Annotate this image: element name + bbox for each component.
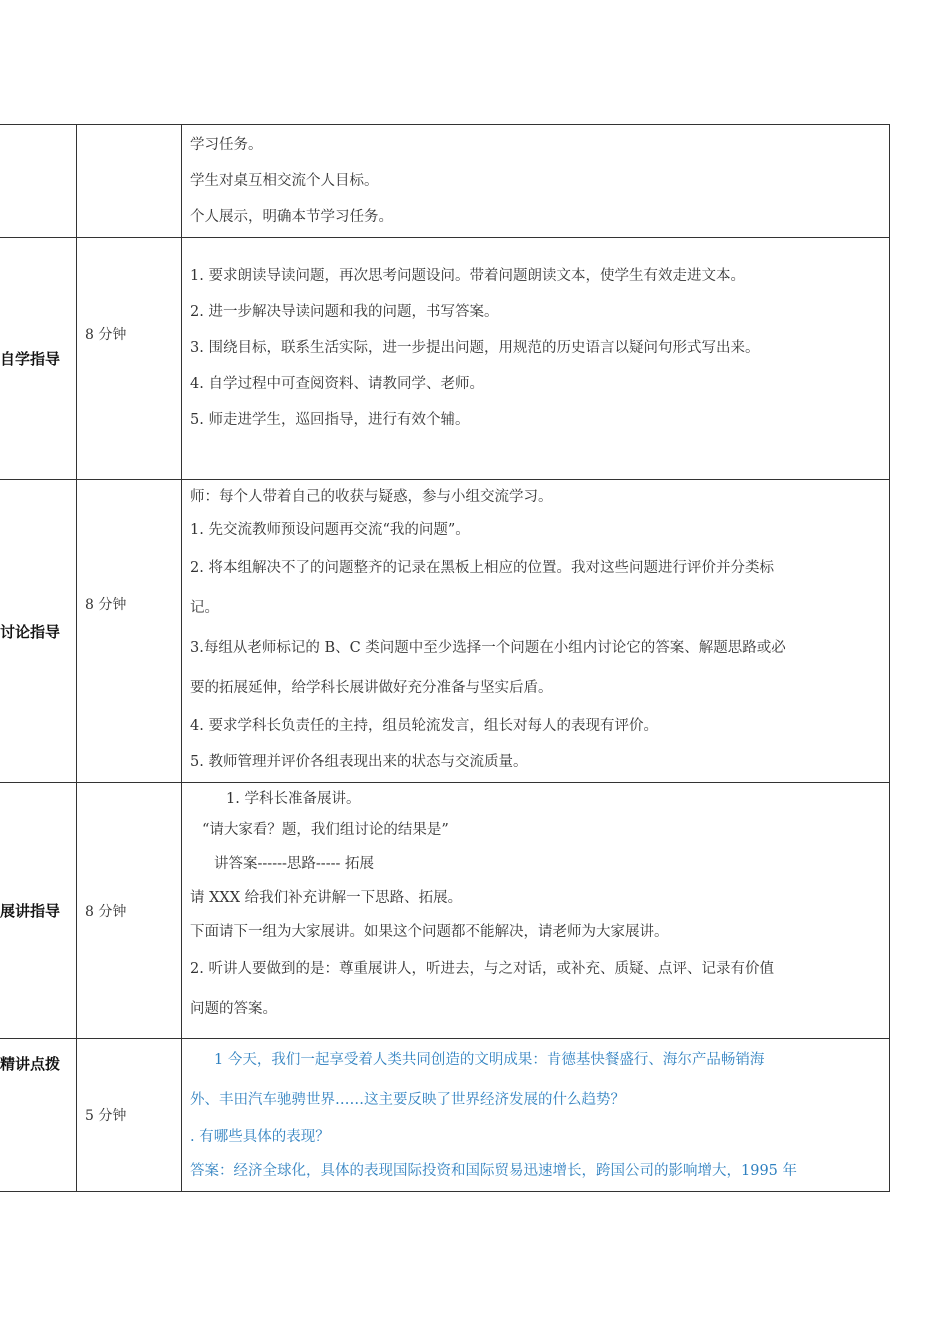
content-line: 1 今天，我们一起享受着人类共同创造的文明成果：肯德基快餐盛行、海尔产品畅销海 bbox=[214, 1052, 765, 1068]
time-cell bbox=[77, 125, 182, 238]
content-line: 5. 师走进学生，巡回指导，进行有效个辅。 bbox=[190, 412, 470, 428]
content-line: 学习任务。 bbox=[190, 137, 263, 153]
content-line: 外、丰田汽车驰骋世界……这主要反映了世界经济发展的什么趋势？ bbox=[190, 1092, 625, 1108]
table-row bbox=[0, 783, 890, 1039]
stage-cell bbox=[0, 125, 77, 238]
stage-cell: 展讲指导 bbox=[0, 783, 77, 1039]
time-cell: 8 分钟 bbox=[77, 238, 182, 480]
content-line: 3. 围绕目标，联系生活实际，进一步提出问题，用规范的历史语言以疑问句形式写出来。 bbox=[190, 340, 760, 356]
content-line: 1. 先交流教师预设问题再交流“我的问题”。 bbox=[190, 522, 470, 538]
content-line: 师：每个人带着自己的收获与疑惑，参与小组交流学习。 bbox=[190, 489, 553, 505]
content-line: 讲答案------思路----- 拓展 bbox=[214, 856, 375, 872]
content-line: 个人展示，明确本节学习任务。 bbox=[190, 209, 393, 225]
time-cell: 5 分钟 bbox=[77, 1039, 182, 1192]
lesson-plan-table bbox=[0, 124, 890, 1192]
content-line: 记。 bbox=[190, 600, 219, 616]
time-cell: 8 分钟 bbox=[77, 783, 182, 1039]
content-line: 学生对桌互相交流个人目标。 bbox=[190, 173, 379, 189]
table-row bbox=[0, 238, 890, 480]
stage-cell: 自学指导 bbox=[0, 238, 77, 480]
content-line: “请大家看？题，我们组讨论的结果是” bbox=[202, 822, 449, 838]
content-cell bbox=[182, 1039, 890, 1192]
stage-cell: 精讲点拨 bbox=[0, 1039, 77, 1192]
table-row bbox=[0, 480, 890, 783]
content-line: 1. 学科长准备展讲。 bbox=[226, 791, 361, 807]
content-line: 4. 要求学科长负责任的主持，组员轮流发言，组长对每人的表现有评价。 bbox=[190, 718, 658, 734]
content-line: 5. 教师管理并评价各组表现出来的状态与交流质量。 bbox=[190, 754, 528, 770]
content-line: 问题的答案。 bbox=[190, 1001, 277, 1017]
content-cell bbox=[182, 125, 890, 238]
content-cell bbox=[182, 480, 890, 783]
content-line: 下面请下一组为大家展讲。如果这个问题都不能解决，请老师为大家展讲。 bbox=[190, 924, 669, 940]
content-line: 2. 听讲人要做到的是：尊重展讲人，听进去，与之对话，或补充、质疑、点评、记录有价值 bbox=[190, 961, 774, 977]
content-cell bbox=[182, 783, 890, 1039]
content-cell bbox=[182, 238, 890, 480]
content-line: 请 XXX 给我们补充讲解一下思路、拓展。 bbox=[190, 890, 463, 906]
table-row bbox=[0, 125, 890, 238]
content-line: 4. 自学过程中可查阅资料、请教同学、老师。 bbox=[190, 376, 484, 392]
content-line: 1. 要求朗读导读问题，再次思考问题设问。带着问题朗读文本，使学生有效走进文本。 bbox=[190, 268, 745, 284]
content-line: . 有哪些具体的表现？ bbox=[190, 1129, 330, 1145]
table-row bbox=[0, 1039, 890, 1192]
content-line: 2. 进一步解决导读问题和我的问题，书写答案。 bbox=[190, 304, 499, 320]
content-line: 3.每组从老师标记的 B、C 类问题中至少选择一个问题在小组内讨论它的答案、解题思路或必 bbox=[190, 640, 786, 656]
content-line: 答案：经济全球化，具体的表现国际投资和国际贸易迅速增长，跨国公司的影响增大，1995 年 bbox=[190, 1163, 798, 1179]
content-line: 要的拓展延伸，给学科长展讲做好充分准备与坚实后盾。 bbox=[190, 680, 553, 696]
time-cell: 8 分钟 bbox=[77, 480, 182, 783]
stage-cell: 讨论指导 bbox=[0, 480, 77, 783]
content-line: 2. 将本组解决不了的问题整齐的记录在黑板上相应的位置。我对这些问题进行评价并分类标 bbox=[190, 560, 774, 576]
